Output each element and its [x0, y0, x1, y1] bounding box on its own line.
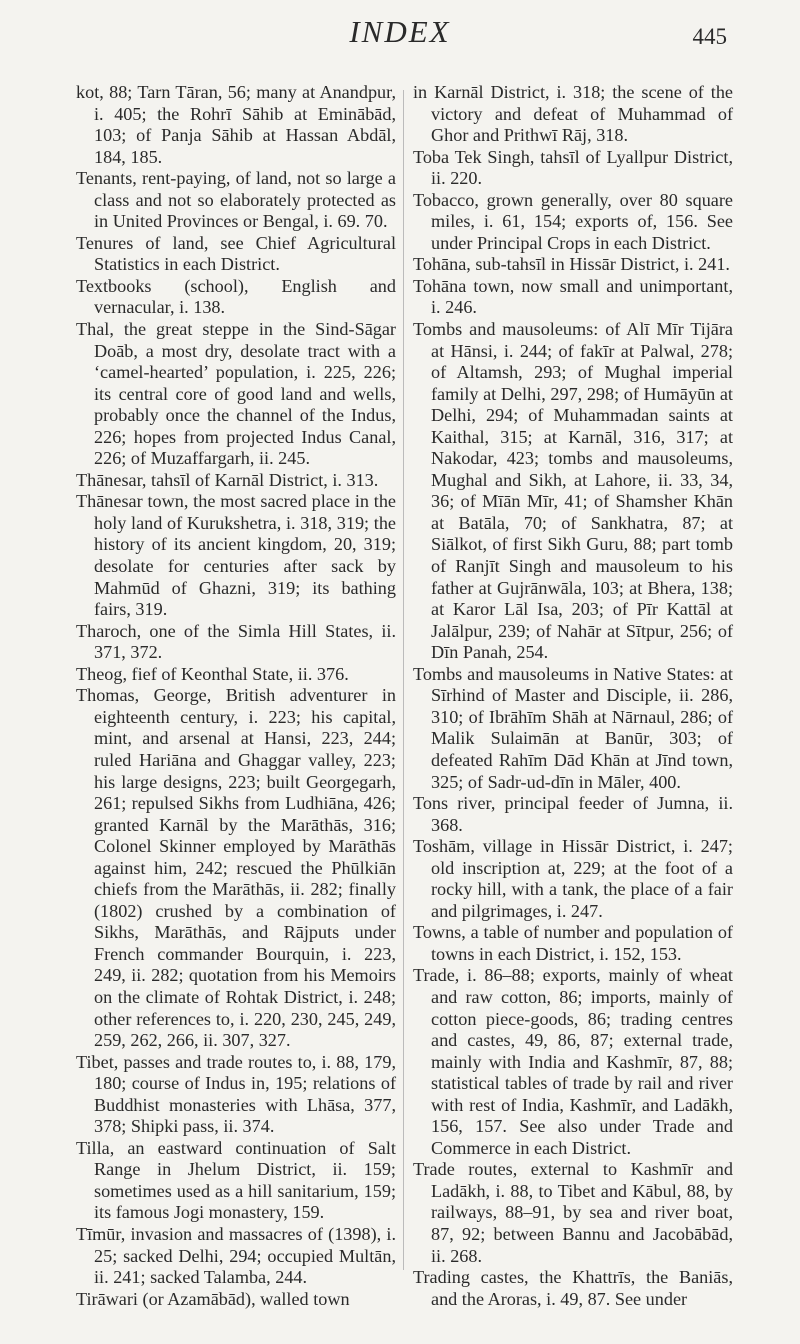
index-entry: Thānesar town, the most sacred place in the holy land of Kurukshetra, i. 318, 319; the history of its ancient kingdom, 20, 319; desolate for centuries after sack by Mahmūd of Ghazni, 319; its bathing fairs, 319. [76, 491, 396, 620]
index-entry: Thomas, George, British adventurer in eighteenth century, i. 223; his capital, mint, and arsenal at Hansi, 223, 244; ruled Hariāna and Ghaggar valley, 223; his large designs, 223; built Georgegarh, 261; repulsed Sikhs from Ludhiāna, 426; granted Karnāl by the Marāthās, 316; Colonel Skinner employed by Marāthās against him, 242; rescued the Phūlkiān chiefs from the Marāthās, ii. 282; finally (1802) crushed by a combination of Sikhs, Marāthās, and Rājputs under French commander Bourquin, i. 223, 249, ii. 282; quotation from his Memoirs on the climate of Rohtak District, i. 248; other references to, i. 220, 230, 245, 249, 259, 262, 266, ii. 307, 327. [76, 685, 396, 1051]
index-entry: Tohāna town, now small and unimportant, i. 246. [413, 275, 733, 318]
column-divider [403, 90, 404, 1270]
index-entry: Towns, a table of number and population of towns in each District, i. 152, 153. [413, 922, 733, 964]
index-entry: Tirāwari (or Azamābād), walled town [76, 1288, 350, 1309]
left-column [76, 82, 396, 1310]
index-entry: Tilla, an eastward continuation of Salt Range in Jhelum District, ii. 159; sometimes used as a hill sanitarium, 159; its famous Jogi monastery, 159. [76, 1137, 396, 1223]
index-entry: Tobacco, grown generally, over 80 square miles, i. 61, 154; exports of, 156. See under Principal Crops in each District. [413, 189, 733, 253]
index-entry: Tenures of land, see Chief Agricultural Statistics in each District. [76, 232, 396, 275]
index-entry: Tenants, rent-paying, of land, not so large a class and not so elaborately protected as in United Provinces or Bengal, i. 69. 70. [76, 168, 396, 232]
index-entry: Thānesar, tahsīl of Karnāl District, i. 313. [76, 469, 379, 490]
index-entry: Trade, i. 86–88; exports, mainly of wheat and raw cotton, 86; imports, mainly of cotton piece-goods, 86; trading centres and castes, 49, 86, 87; external trade, mainly with India and Kashmīr, 87, 88; statistical tables of trade by rail and river with rest of India, Kashmīr, and Ladākh, 156, 157. See also under Trade and Commerce in each District. [413, 965, 733, 1158]
right-column [413, 82, 733, 1310]
index-entry: Tharoch, one of the Simla Hill States, ii. 371, 372. [76, 620, 396, 663]
index-entry: Toshām, village in Hissār District, i. 247; old inscription at, 229; at the foot of a rocky hill, with a tank, the place of a fair and pilgrimages, i. 247. [413, 836, 733, 921]
index-entry: Textbooks (school), English and vernacular, i. 138. [76, 275, 396, 318]
index-entry: Trading castes, the Khattrīs, the Baniās, and the Aroras, i. 49, 87. See under [413, 1267, 733, 1309]
index-entry: in Karnāl District, i. 318; the scene of the victory and defeat of Muhammad of Ghor and Prithwī Rāj, 318. [413, 82, 733, 146]
index-entry: Thal, the great steppe in the Sind-Sāgar Doāb, a most dry, desolate tract with a ‘camel-hearted’ population, i. 225, 226; its central core of good land and wells, probably once the channel of the Indus, 226; hopes from projected Indus Canal, 226; of Muzaffargarh, ii. 245. [76, 319, 396, 469]
index-entry: Tombs and mausoleums: of Alī Mīr Tijāra at Hānsi, i. 244; of fakīr at Palwal, 278; of Altamsh, 293; of Mughal imperial family at Delhi, 297, 298; of Humāyūn at Delhi, 294; of Muhammadan saints at Kaithal, 315; at Karnāl, 316, 317; at Nakodar, 423; tombs and mausoleums, Mughal and Sikh, at Lahore, ii. 33, 34, 36; of Mīān Mīr, 41; of Shamsher Khān at Batāla, 70; of Sankhatra, 87; at Siālkot, of first Sikh Guru, 88; part tomb of Ranjīt Singh and mausoleum to his father at Gujrānwāla, 103; at Bhera, 138; at Karor Lāl Isa, 203; of Pīr Kattāl at Jalālpur, 239; of Nahār at Sītpur, 256; of Dīn Panah, 254. [413, 319, 733, 663]
index-entry: kot, 88; Tarn Tāran, 56; many at Anandpur, i. 405; the Rohrī Sāhib at Eminābād, 103; of Panja Sāhib at Hassan Abdāl, 184, 185. [76, 82, 396, 167]
page-number: 445 [692, 24, 727, 49]
index-entry: Theog, fief of Keonthal State, ii. 376. [76, 663, 349, 684]
page-header [0, 14, 800, 74]
index-entry: Tombs and mausoleums in Native States: at Sīrhind of Master and Disciple, ii. 286, 310; of Ibrāhīm Shāh at Nārnaul, 286; of Malik Sulaimān at Banūr, 303; of defeated Rahīm Dād Khān at Jīnd town, 325; of Sadr-ud-dīn in Māler, 400. [413, 663, 733, 792]
index-entry: Tibet, passes and trade routes to, i. 88, 179, 180; course of Indus in, 195; relations of Buddhist monasteries with Lhāsa, 377, 378; Shipki pass, ii. 374. [76, 1051, 396, 1137]
index-entry: Tīmūr, invasion and massacres of (1398), i. 25; sacked Delhi, 294; occupied Multān, ii. 241; sacked Talamba, 244. [76, 1223, 396, 1288]
running-title: INDEX [349, 14, 451, 49]
index-entry: Trade routes, external to Kashmīr and Ladākh, i. 88, to Tibet and Kābul, 88, by railways, 88–91, by sea and river boat, 87, 92; between Bannu and Jacobābād, ii. 268. [413, 1159, 733, 1266]
index-entry: Tohāna, sub-tahsīl in Hissār District, i. 241. [413, 254, 730, 275]
index-entry: Tons river, principal feeder of Jumna, ii. 368. [413, 793, 733, 835]
index-entry: Toba Tek Singh, tahsīl of Lyallpur District, ii. 220. [413, 146, 733, 189]
